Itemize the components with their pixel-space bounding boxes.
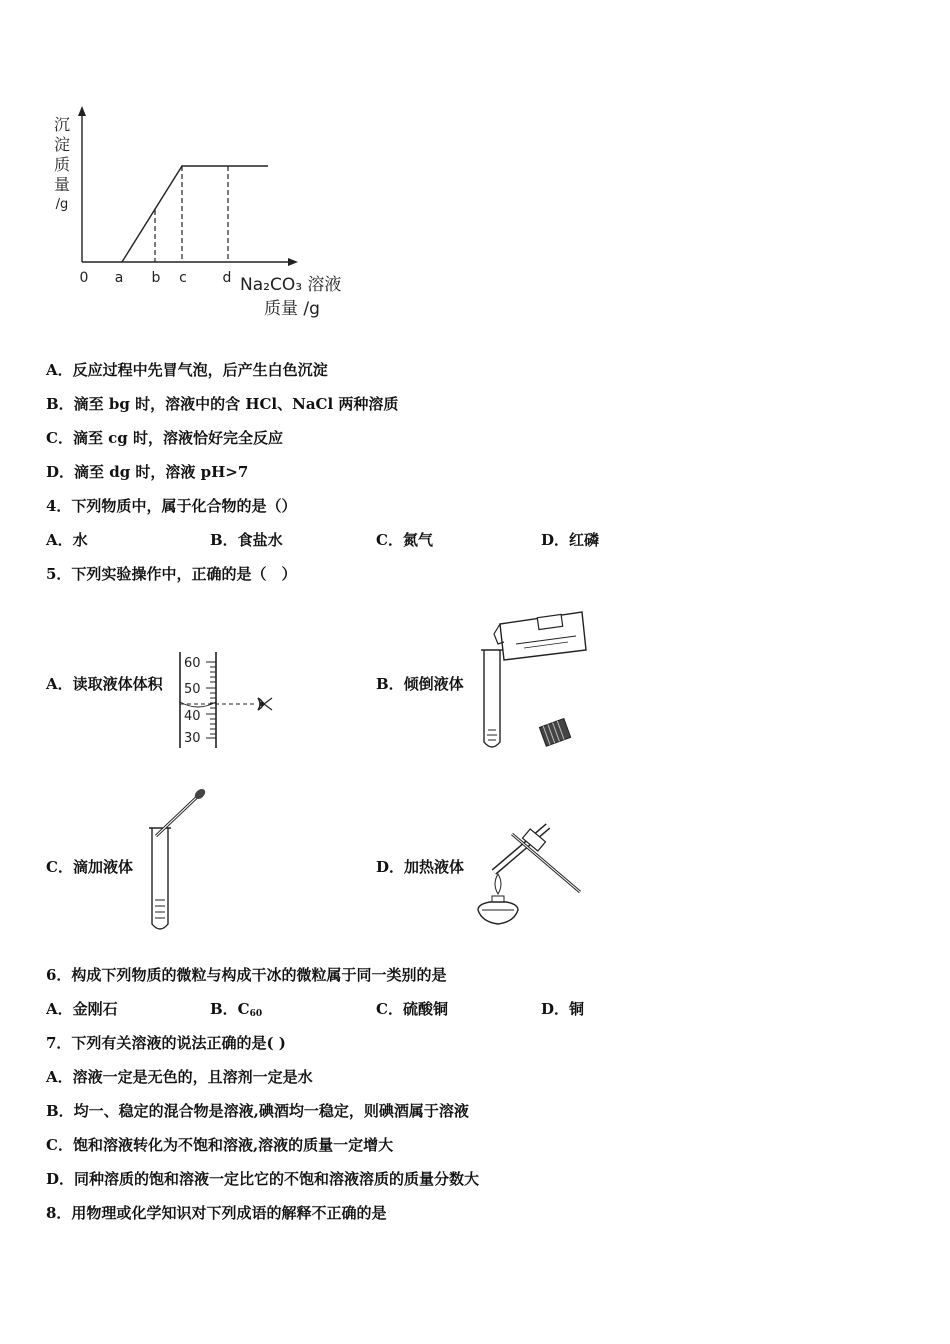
y-axis-label — [54, 115, 70, 212]
x-axis-label-line2: 质量 /g — [264, 299, 320, 319]
heating-liquid-illustration — [468, 814, 598, 934]
q3-option-a: A．反应过程中先冒气泡，后产生白色沉淀 — [46, 361, 328, 379]
q5-option-b: B．倾倒液体 — [376, 675, 464, 693]
cylinder-mark: 50 — [184, 682, 201, 697]
cylinder-mark: 40 — [184, 709, 201, 724]
q6-option-b-subscript: 60 — [249, 1009, 263, 1019]
q4-option-d: D．红磷 — [541, 531, 600, 549]
precipitate-curve — [122, 166, 268, 262]
q5-stem: 5．下列实验操作中，正确的是（ ） — [46, 565, 297, 583]
q5-option-c: C．滴加液体 — [46, 858, 133, 876]
q7-option-d: D．同种溶质的饱和溶液一定比它的不饱和溶液溶质的质量分数大 — [46, 1170, 480, 1188]
precipitate-graph — [40, 100, 370, 330]
x-tick-label: a — [114, 270, 124, 286]
q7-stem: 7．下列有关溶液的说法正确的是( ) — [46, 1034, 286, 1052]
q7-option-c: C．饱和溶液转化为不饱和溶液,溶液的质量一定增大 — [46, 1136, 394, 1154]
y-label-char: /g — [55, 197, 69, 212]
y-label-char: 淀 — [53, 135, 71, 154]
q6-option-b-text: B．C — [210, 1000, 250, 1018]
graduated-cylinder-illustration — [172, 648, 282, 754]
q3-option-d: D．滴至 dg 时，溶液 pH>7 — [46, 463, 249, 481]
q7-option-a: A．溶液一定是无色的，且溶剂一定是水 — [46, 1068, 313, 1086]
q6-option-c: C．硫酸铜 — [376, 1000, 448, 1018]
y-label-char: 量 — [53, 175, 71, 194]
q4-stem: 4．下列物质中，属于化合物的是（） — [46, 497, 297, 515]
q8-stem: 8．用物理或化学知识对下列成语的解释不正确的是 — [46, 1204, 387, 1222]
x-tick-label: d — [222, 270, 232, 286]
q3-option-c: C．滴至 cg 时，溶液恰好完全反应 — [46, 429, 284, 447]
x-tick-label: c — [179, 270, 187, 286]
bottle-stopper-icon — [539, 718, 570, 746]
q3-option-b: B．滴至 bg 时，溶液中的含 HCl、NaCl 两种溶质 — [46, 395, 399, 413]
x-tick-label: b — [151, 270, 161, 286]
y-label-char: 沉 — [53, 115, 71, 134]
x-axis-arrow — [288, 258, 298, 266]
q4-option-a: A．水 — [46, 531, 88, 549]
q6-option-b — [210, 999, 262, 1024]
eye-icon — [258, 698, 272, 710]
y-label-char: 质 — [53, 155, 71, 174]
q4-option-c: C．氮气 — [376, 531, 433, 549]
q5-option-d: D．加热液体 — [376, 858, 465, 876]
q7-option-b: B．均一、稳定的混合物是溶液,碘酒均一稳定，则碘酒属于溶液 — [46, 1102, 469, 1120]
q5-option-a: A．读取液体体积 — [46, 675, 163, 693]
q4-option-b: B．食盐水 — [210, 531, 283, 549]
x-tick-label: 0 — [79, 270, 89, 286]
q6-option-a: A．金刚石 — [46, 1000, 118, 1018]
x-axis-label-line1: Na₂CO₃ 溶液 — [240, 275, 342, 295]
cylinder-mark: 60 — [184, 656, 201, 671]
cylinder-mark: 30 — [184, 731, 201, 746]
dropping-liquid-illustration — [140, 784, 220, 934]
q6-option-d: D．铜 — [541, 1000, 585, 1018]
y-axis-arrow — [78, 106, 86, 116]
q6-stem: 6．构成下列物质的微粒与构成干冰的微粒属于同一类别的是 — [46, 966, 447, 984]
pouring-liquid-illustration — [476, 604, 596, 754]
